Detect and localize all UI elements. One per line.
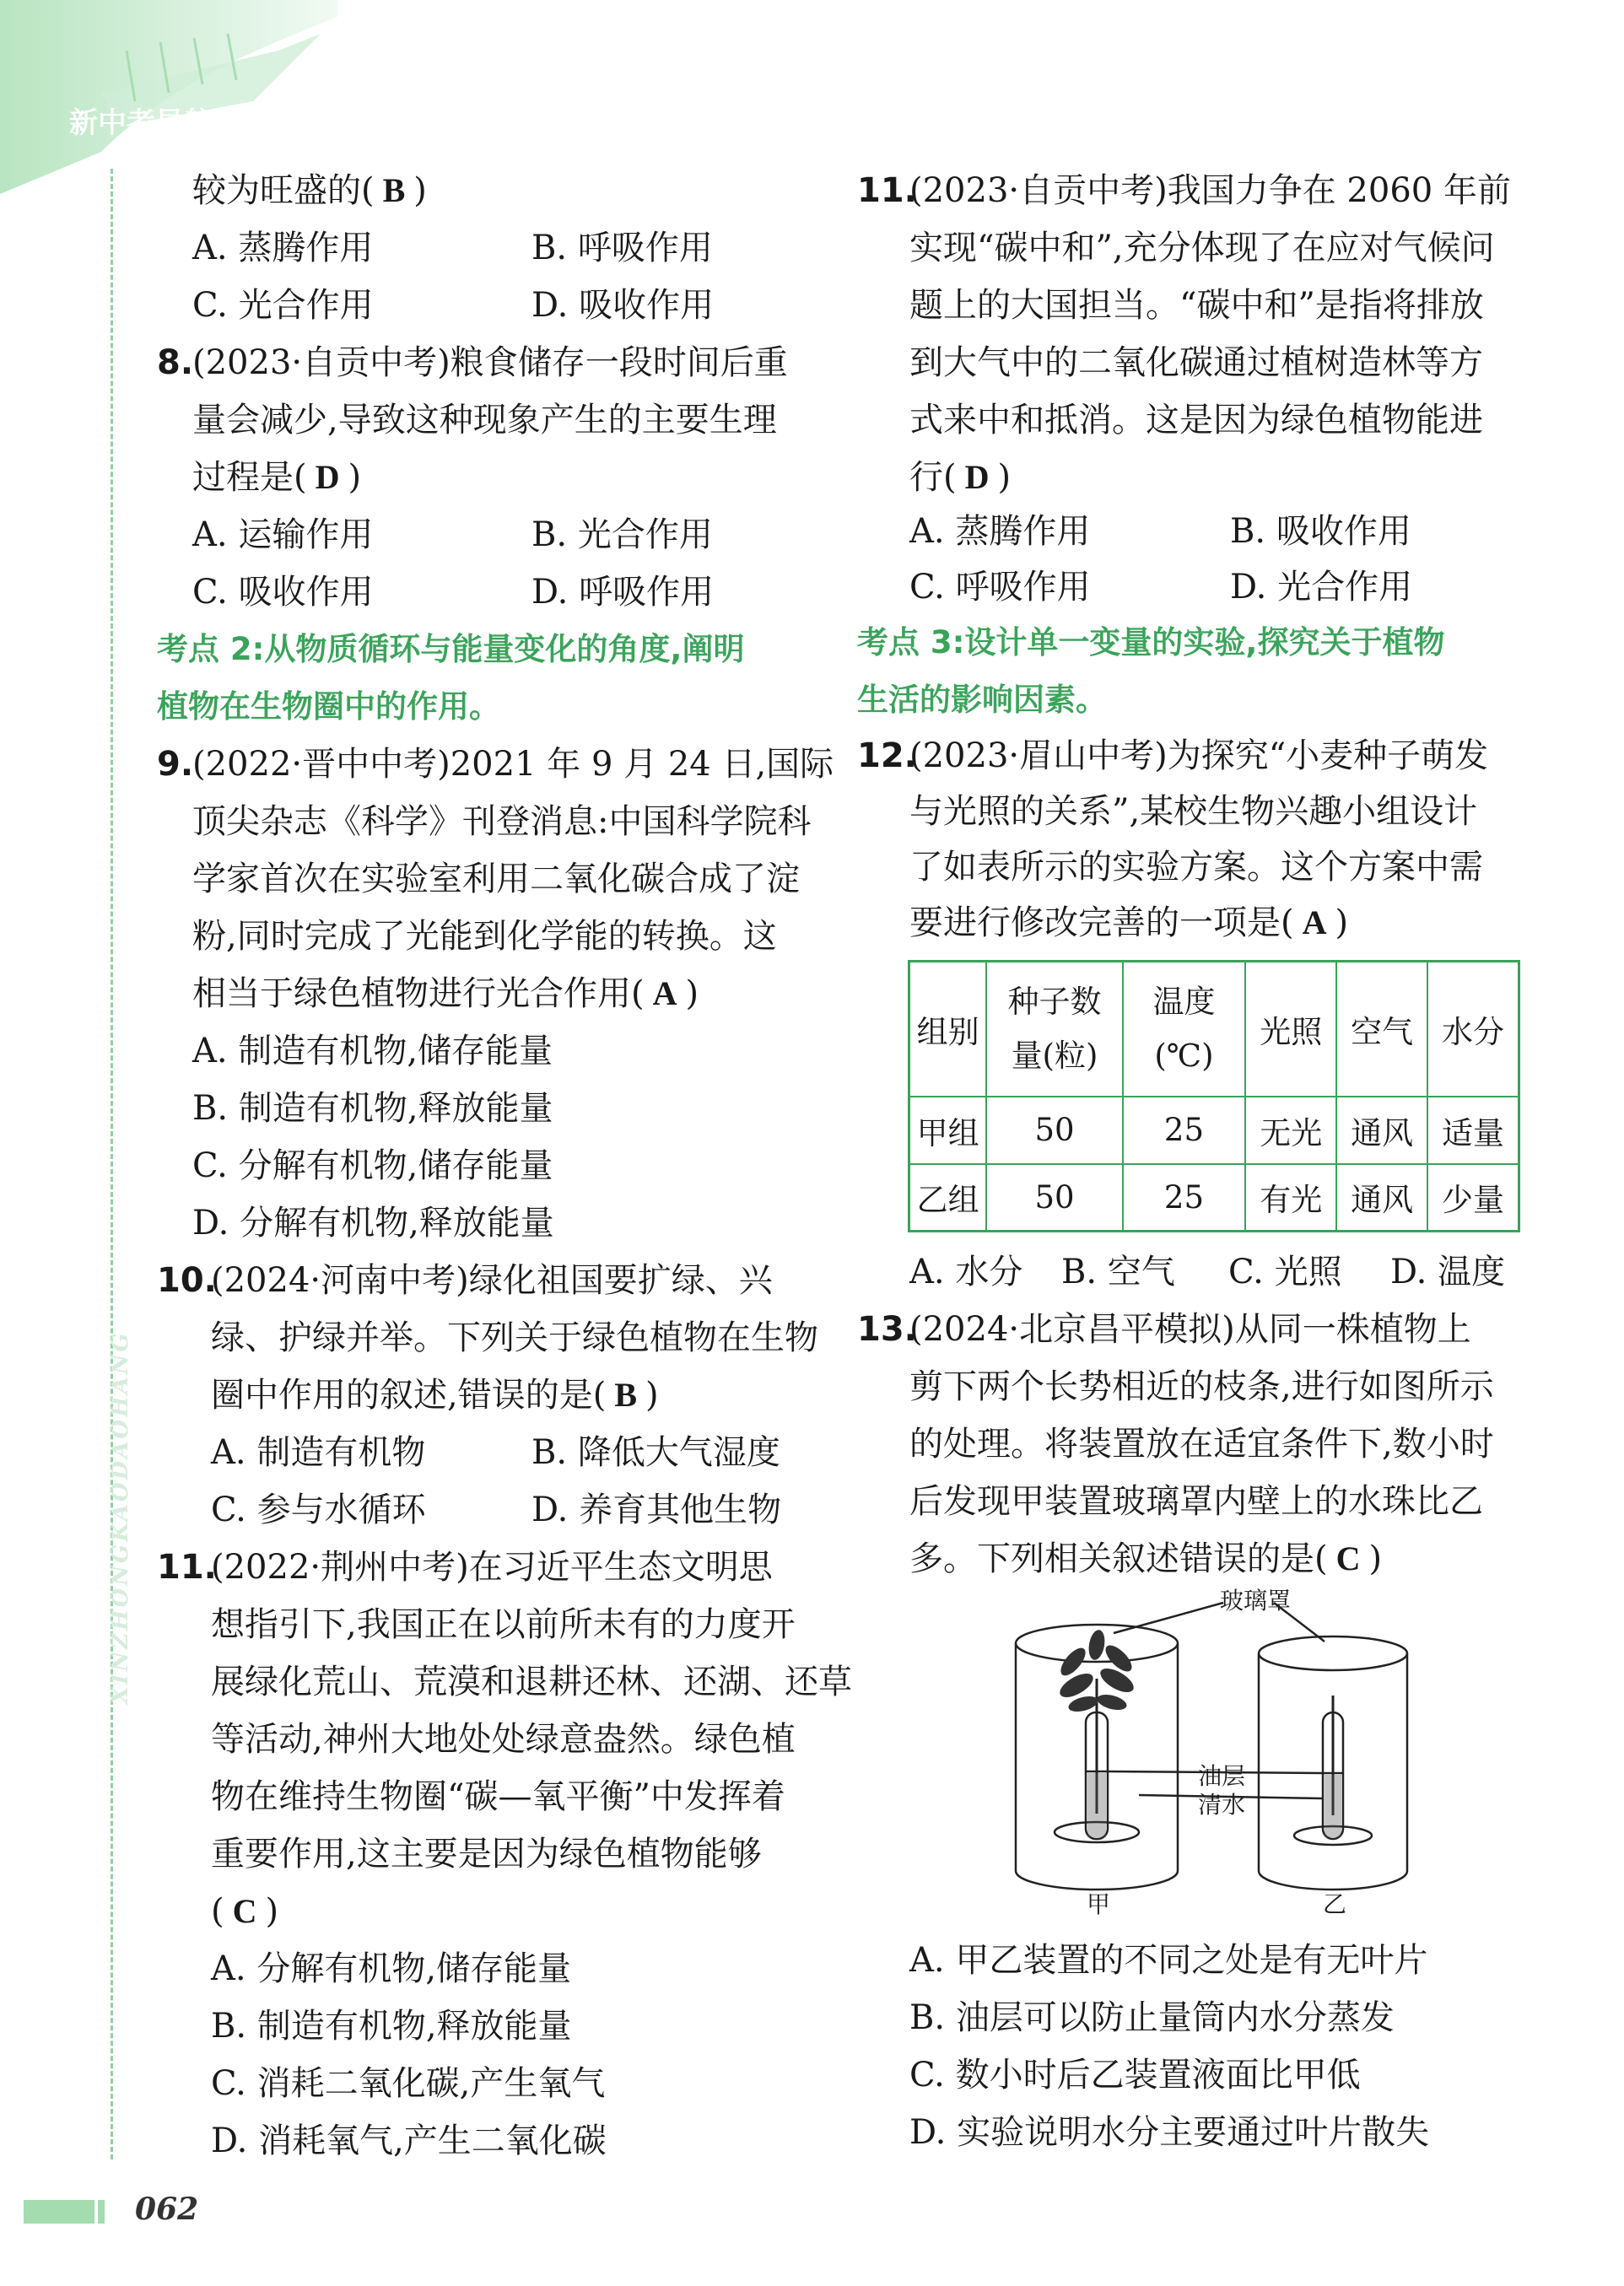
q12-line-1: (2023·眉山中考)为探究“小麦种子萌发 <box>909 736 1489 775</box>
q12-line-2: 与光照的关系”,某校生物兴趣小组设计 <box>909 792 1478 831</box>
q9-close: ) <box>685 974 699 1013</box>
table-cell: 适量 <box>1427 1097 1519 1164</box>
q10-line-3 <box>211 1367 659 1424</box>
q13-line-5-text: 多。下列相关叙述错误的是( <box>909 1539 1328 1578</box>
q10-option-d: D. 养育其他生物 <box>531 1491 782 1529</box>
table-cell: 25 <box>1123 1097 1246 1164</box>
q12-number: 12. <box>857 736 917 775</box>
table-cell: 50 <box>986 1164 1122 1232</box>
q10-option-a: A. 制造有机物 <box>211 1433 426 1472</box>
q8-answer: D <box>315 458 340 496</box>
kaodian2-line-1: 考点 2:从物质循环与能量变化的角度,阐明 <box>157 631 745 667</box>
footer-bar <box>24 2200 94 2224</box>
q10-line-1: (2024·河南中考)绿化祖国要扩绿、兴 <box>211 1261 773 1300</box>
q12-line-4 <box>909 894 1348 952</box>
kaodian3-line-1: 考点 3:设计单一变量的实验,探究关于植物 <box>857 624 1445 660</box>
q12-option-d: D. 温度 <box>1390 1253 1506 1291</box>
q8-number: 8. <box>157 343 194 382</box>
q11-close: ) <box>265 1892 279 1931</box>
q11-option-c: C. 消耗二氧化碳,产生氧气 <box>211 2064 606 2103</box>
table-header-cell: 光照 <box>1245 962 1336 1097</box>
table-header-cell: 水分 <box>1427 962 1519 1097</box>
q11-line-1: (2022·荆州中考)在习近平生态文明思 <box>211 1548 773 1587</box>
table-cell: 通风 <box>1336 1164 1427 1232</box>
q11-number: 11. <box>157 1548 217 1587</box>
q13-answer: C <box>1335 1539 1361 1577</box>
q13-line-1: (2024·北京昌平模拟)从同一株植物上 <box>909 1310 1471 1349</box>
q8-line-1: (2023·自贡中考)粮食储存一段时间后重 <box>192 343 788 382</box>
table-header-row <box>909 962 1519 1097</box>
q9-line-5-text: 相当于绿色植物进行光合作用( <box>192 974 645 1013</box>
q12-line-4-text: 要进行修改完善的一项是( <box>909 903 1294 942</box>
page-number: 062 <box>135 2192 199 2227</box>
leaves <box>1056 1629 1137 1715</box>
q13-option-b: B. 油层可以防止量筒内水分蒸发 <box>909 1998 1395 2037</box>
q11b-line-3: 题上的大国担当。“碳中和”是指将排放 <box>909 286 1484 325</box>
q10-option-b: B. 降低大气湿度 <box>531 1433 780 1472</box>
q7-option-b: B. 呼吸作用 <box>531 229 713 267</box>
q11-option-d: D. 消耗氧气,产生二氧化碳 <box>211 2122 607 2160</box>
glass-jar-top-yi <box>1259 1636 1407 1670</box>
header-title-text: 新中考导航 <box>69 106 213 140</box>
q13-line-4: 后发现甲装置玻璃罩内壁上的水珠比乙 <box>909 1482 1483 1521</box>
q13-number: 13. <box>857 1310 917 1349</box>
q9-answer: A <box>652 974 677 1012</box>
table-cell: 无光 <box>1245 1097 1336 1164</box>
q11b-number: 11. <box>857 171 917 210</box>
table-header-cell: 温度(℃) <box>1123 962 1246 1097</box>
q12-close: ) <box>1335 903 1349 942</box>
q11b-answer: D <box>964 458 990 496</box>
q11b-line-5: 式来中和抵消。这是因为绿色植物能进 <box>909 401 1483 439</box>
q8-close: ) <box>348 458 362 497</box>
q7-option-c: C. 光合作用 <box>192 286 374 325</box>
q7-stem <box>192 162 427 219</box>
q9-option-c: C. 分解有机物,储存能量 <box>192 1146 553 1185</box>
q9-option-a: A. 制造有机物,储存能量 <box>192 1032 553 1070</box>
q11-line-3: 展绿化荒山、荒漠和退耕还林、还湖、还草 <box>211 1663 852 1701</box>
table-cell: 50 <box>986 1097 1122 1164</box>
footer-bar-2 <box>98 2200 105 2224</box>
water-jia <box>1087 1773 1106 1837</box>
q11-line-7-text: ( <box>211 1892 224 1931</box>
q10-line-3-text: 圈中作用的叙述,错误的是( <box>211 1376 607 1415</box>
table-header-cell: 组别 <box>909 962 987 1097</box>
q11-line-4: 等活动,神州大地处处绿意盎然。绿色植 <box>211 1720 796 1759</box>
header-year: 2025 <box>227 106 308 140</box>
q10-close: ) <box>645 1376 659 1415</box>
label-yi: 乙 <box>1323 1890 1347 1918</box>
q11b-line-2: 实现“碳中和”,充分体现了在应对气候问 <box>909 229 1495 267</box>
q9-line-5 <box>192 965 699 1022</box>
q11b-line-6 <box>909 449 1011 506</box>
table-cell: 少量 <box>1427 1164 1519 1232</box>
q12-table <box>908 960 1520 1232</box>
q8-option-c: C. 吸收作用 <box>192 573 374 612</box>
table-header-cell: 种子数量(粒) <box>986 962 1122 1097</box>
q13-option-d: D. 实验说明水分主要通过叶片散失 <box>909 2113 1430 2152</box>
q12-option-c: C. 光照 <box>1228 1253 1342 1291</box>
q10-option-c: C. 参与水循环 <box>211 1491 426 1529</box>
q11-option-a: A. 分解有机物,储存能量 <box>211 1949 572 1988</box>
q12-option-a: A. 水分 <box>909 1253 1023 1291</box>
q11-line-2: 想指引下,我国正在以前所未有的力度开 <box>211 1605 796 1644</box>
q7-close: ) <box>413 171 427 210</box>
q11b-option-b: B. 吸收作用 <box>1230 512 1411 551</box>
q8-line-3-text: 过程是( <box>192 458 307 497</box>
q7-option-a: A. 蒸腾作用 <box>192 229 374 267</box>
q13-line-2: 剪下两个长势相近的枝条,进行如图所示 <box>909 1367 1494 1406</box>
q9-line-3: 学家首次在实验室利用二氧化碳合成了淀 <box>192 860 800 898</box>
q11-line-5: 物在维持生物圈“碳—氧平衡”中发挥着 <box>211 1777 785 1816</box>
q7-option-d: D. 吸收作用 <box>531 286 715 325</box>
table-cell: 有光 <box>1245 1164 1336 1232</box>
q12-line-3: 了如表所示的实验方案。这个方案中需 <box>909 848 1483 887</box>
q12-option-b: B. 空气 <box>1061 1253 1175 1291</box>
label-glass: 玻璃罩 <box>1220 1587 1292 1615</box>
q12-answer: A <box>1302 903 1327 941</box>
water-yi <box>1325 1775 1341 1837</box>
q11-line-6: 重要作用,这主要是因为绿色植物能够 <box>211 1835 762 1874</box>
kaodian3-line-2: 生活的影响因素。 <box>857 682 1107 718</box>
q11-option-b: B. 制造有机物,释放能量 <box>211 2007 572 2046</box>
q9-line-4: 粉,同时完成了光能到化学能的转换。这 <box>192 917 777 956</box>
q8-line-3 <box>192 449 361 506</box>
q9-option-d: D. 分解有机物,释放能量 <box>192 1204 554 1243</box>
q7-text: 较为旺盛的( <box>192 171 375 210</box>
header-title <box>69 100 307 141</box>
q8-line-2: 量会减少,导致这种现象产生的主要生理 <box>192 401 777 439</box>
q11b-line-6-text: 行( <box>909 458 957 497</box>
q13-line-5 <box>909 1530 1382 1588</box>
q13-option-c: C. 数小时后乙装置液面比甲低 <box>909 2056 1361 2095</box>
q9-line-2: 顶尖杂志《科学》刊登消息:中国科学院科 <box>192 802 812 841</box>
label-water: 清水 <box>1198 1791 1246 1819</box>
q10-line-2: 绿、护绿并举。下列关于绿色植物在生物 <box>211 1318 818 1357</box>
q11-line-7 <box>211 1883 278 1940</box>
table-cell: 甲组 <box>909 1097 987 1164</box>
q9-option-b: B. 制造有机物,释放能量 <box>192 1089 553 1128</box>
table-cell: 乙组 <box>909 1164 987 1232</box>
q13-close: ) <box>1368 1539 1383 1578</box>
q11b-line-4: 到大气中的二氧化碳通过植树造林等方 <box>909 343 1483 382</box>
q11b-line-1: (2023·自贡中考)我国力争在 2060 年前 <box>909 171 1511 210</box>
kaodian2-line-2: 植物在生物圈中的作用。 <box>157 688 500 725</box>
q13-figure <box>995 1586 1502 1906</box>
q11-answer: C <box>232 1892 257 1930</box>
q13-option-a: A. 甲乙装置的不同之处是有无叶片 <box>909 1941 1428 1980</box>
label-jia: 甲 <box>1087 1890 1111 1918</box>
q7-answer: B <box>382 171 406 209</box>
q8-option-a: A. 运输作用 <box>192 515 374 554</box>
q8-option-d: D. 呼吸作用 <box>531 573 715 612</box>
table-cell: 通风 <box>1336 1097 1427 1164</box>
q13-line-3: 的处理。将装置放在适宜条件下,数小时 <box>909 1425 1494 1464</box>
table-row <box>909 1097 1519 1164</box>
q9-number: 9. <box>157 745 194 784</box>
q11b-option-c: C. 呼吸作用 <box>909 568 1091 607</box>
q11b-option-a: A. 蒸腾作用 <box>909 512 1091 551</box>
side-text: XINZHONGKAODAOHANG <box>108 1330 133 1704</box>
q9-line-1: (2022·晋中中考)2021 年 9 月 24 日,国际 <box>192 745 834 784</box>
side-dashed-line <box>111 169 113 2159</box>
q10-number: 10. <box>157 1261 217 1300</box>
label-oil: 油层 <box>1198 1762 1246 1790</box>
leader-line <box>1114 1603 1223 1633</box>
q11b-close: ) <box>997 458 1012 497</box>
q11b-option-d: D. 光合作用 <box>1230 568 1413 607</box>
table-cell: 25 <box>1123 1164 1246 1232</box>
q8-option-b: B. 光合作用 <box>531 515 713 554</box>
q10-answer: B <box>614 1376 638 1414</box>
table-row <box>909 1164 1519 1232</box>
table-header-cell: 空气 <box>1336 962 1427 1097</box>
